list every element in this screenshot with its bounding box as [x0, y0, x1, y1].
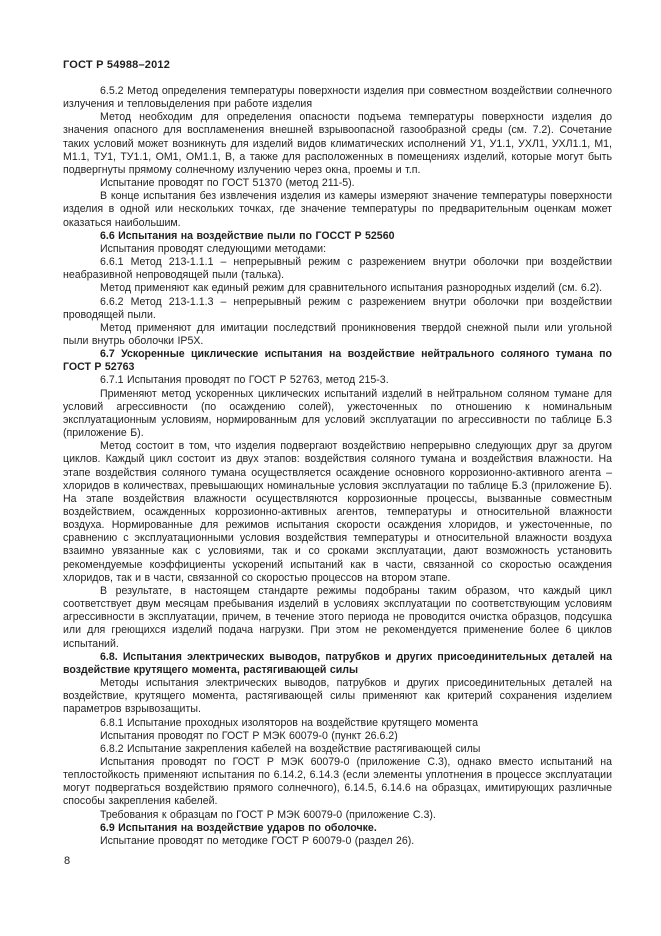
para-method-cycles-description: Метод состоит в том, что изделия подвергают воздействию непрерывно следующих друг за другом циклов. Каждый цикл состоит из двух этапов: воздействия соляного тумана и воздействия влажности. На этапе воздействия соляного тумана осуществляется осаждение основного коррозионно-активного агента – хлоридов в количествах, превышающих номинальные условия эксплуатации по таблице Б.3 (приложение Б). На этапе воздействия влажности осуществляются коррозионные процессы, вызванные совместным воздействием, осажденных коррозионно-активных агентов, температуры и относительной влажности воздуха. Нормированные для режимов испытания скорости осаждения хлоридов, и ужесточенные, по сравнению с эксплуатационными условия воздействия температуры и относительной влажности воздуха взаимно увязанные как с условиями, так и со сроками эксплуатации, дают возможность установить рекомендуемые коэффициенты ускорений испытаний как в части, связанной со скоростью осаждения хлоридов, так и в части, связанной со скоростью процессов на втором этапе. — [63, 440, 612, 584]
para-dust-imitation: Метод применяют для имитации последствий проникновения твердой снежной пыли или угольной пыли внутрь оболочки IP5X. — [63, 321, 612, 347]
para-6-7-1-test: 6.7.1 Испытания проводят по ГОСТ Р 52763, метод 215-3. — [100, 374, 389, 387]
heading-6-8-terminal-tests: 6.8. Испытания электрических выводов, патрубков и других присоединительных деталей на воздействие крутящего момента, растягивающей силы — [63, 650, 612, 676]
heading-6-7-salt-fog-tests: 6.7 Ускоренные циклические испытания на воздействие нейтрального соляного тумана по ГОСТ Р 52763 — [63, 348, 612, 374]
para-end-of-test-measure: В конце испытания без извлечения изделия из камеры измеряют значение температуры поверхности изделия в одной или нескольких точках, где значение температуры по предварительным оценкам может оказаться наибольшим. — [63, 190, 612, 229]
heading-6-9-impact-tests: 6.9 Испытания на воздействие ударов по оболочке. — [100, 821, 377, 834]
para-method-purpose: Метод необходим для определения опасности подъема температуры поверхности изделия до значения опасного для воспламенения внешней взрывоопасной газообразной среды (см. 7.2). Сочетание таких условий может возникнуть для изделий видов климатических исполнений У1, У1.1, УХЛ1, УХЛ1.1, М1, М1.1, ТУ1, ТУ1.1, ОМ1, ОМ1.1, В, а также для расположенных в помещениях изделий, которые могут быть подвергнуты прямому солнечному излучению через окна, проемы и т.п. — [63, 111, 612, 176]
para-methods-criterion: Методы испытания электрических выводов, патрубков и других присоединительных деталей на воздействие, крутящего момента, растягивающей силы применяют как критерий сохранения изделием параметров взрывозащиты. — [63, 677, 612, 716]
document-standard-number: ГОСТ Р 54988–2012 — [63, 59, 171, 71]
para-test-gost-51370: Испытание проводят по ГОСТ 51370 (метод 211-5). — [100, 177, 355, 190]
document-body — [63, 85, 612, 848]
para-6-8-1-insulators: 6.8.1 Испытание проходных изоляторов на воздействие крутящего момента — [100, 716, 479, 729]
para-test-60079-annex-c3: Испытания проводят по ГОСТ Р МЭК 60079-0 (приложение С.3), однако вместо испытаний на теплостойкость применяют испытания по 6.14.2, 6.14.3 (если элементы уплотнения в процессе эксплуатации могут подвергаться воздействию прямого солнечного), 6.14.5, 6.14.6 на образцах, имитирующих различные способы закрепления кабелей. — [63, 755, 612, 808]
page-number: 8 — [64, 855, 71, 867]
para-accelerated-cyclic-method: Применяют метод ускоренных циклических испытаний изделий в нейтральном соляном тумане для условий агрессивности (по осаждению солей), ужесточенных по отношению к номинальным эксплуатационным условиям, нормированным для условий эксплуатации по агрессивности по таблице Б.3 (приложение Б). — [63, 387, 612, 440]
para-test-60079-p26-6-2: Испытания проводят по ГОСТ Р МЭК 60079-0 (пункт 26.6.2) — [100, 729, 398, 742]
para-6-5-2-title: 6.5.2 Метод определения температуры поверхности изделия при совместном воздействии солнечного излучения и тепловыделения при работе изделия — [63, 85, 612, 111]
para-cycle-duration-result: В результате, в настоящем стандарте режимы подобраны таким образом, что каждый цикл соответствует двум месяцам пребывания изделий в условиях эксплуатации по соответствующим условиям агрессивности в эксплуатации, причем, в течение этого периода не проводится очистка образцов, подсушка или для греющихся изделий подача нагрузки. При этом не рекомендуется применение более 6 циклов испытаний. — [63, 584, 612, 650]
heading-6-6-dust-tests: 6.6 Испытания на воздействие пыли по ГОССТ Р 52560 — [100, 229, 395, 242]
para-test-methods-intro: Испытания проводят следующими методами: — [100, 242, 327, 255]
para-6-6-1-method: 6.6.1 Метод 213-1.1.1 – непрерывный режим с разрежением внутри оболочки при воздействии неабразивной непроводящей пыли (талька). — [63, 256, 612, 282]
para-test-60079-section-26: Испытание проводят по методике ГОСТ Р 60079-0 (раздел 26). — [100, 834, 415, 847]
para-6-8-2-cables: 6.8.2 Испытание закрепления кабелей на воздействие растягивающей силы — [100, 742, 481, 755]
para-6-6-2-method: 6.6.2 Метод 213-1.1.3 – непрерывный режим с разрежением внутри оболочки при воздействии проводящей пыли. — [63, 295, 612, 321]
para-single-mode-comparison: Метод применяют как единый режим для сравнительного испытания разнородных изделий (см. 6.2). — [100, 282, 603, 295]
para-sample-requirements: Требования к образцам по ГОСТ Р МЭК 60079-0 (приложение С.3). — [100, 808, 436, 821]
